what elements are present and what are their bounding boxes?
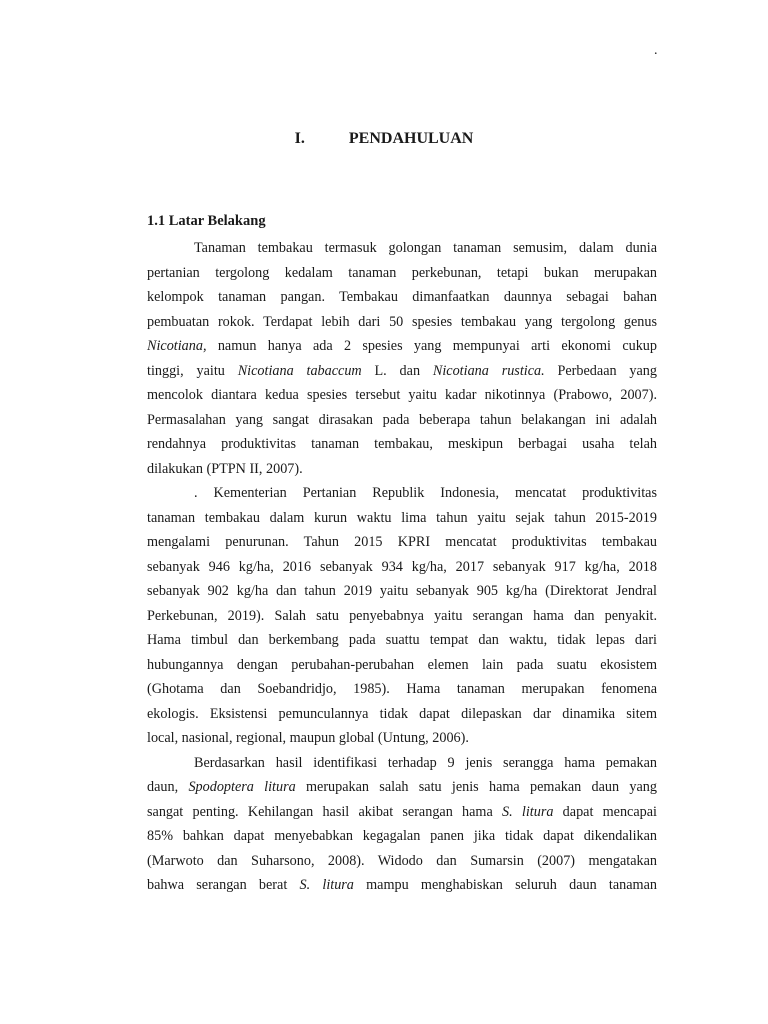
species-name: S. litura — [502, 803, 554, 820]
page-corner-mark: . — [654, 43, 658, 58]
species-name: Nicotiana tabaccum — [237, 362, 362, 379]
paragraph-2-line-11: local, nasional, regional, maupun global (Untung, 2006). — [147, 730, 469, 746]
section-heading: 1.1 Latar Belakang — [147, 213, 266, 229]
paragraph-3-line-3: sangat penting. Kehilangan hasil akibat serangan hama S. litura dapat mencapai — [147, 803, 657, 820]
paragraph-2-line-5: sebanyak 902 kg/ha dan tahun 2019 yaitu sebanyak 905 kg/ha (Direktorat Jendral — [147, 583, 657, 599]
paragraph-3-line-2: daun, Spodoptera litura merupakan salah satu jenis hama pemakan daun yang — [147, 779, 657, 795]
paragraph-2-line-6: Perkebunan, 2019). Salah satu penyebabnya yaitu serangan hama dan penyakit. — [147, 607, 657, 624]
paragraph-1-line-2: pertanian tergolong kedalam tanaman perkebunan, tetapi bukan merupakan — [147, 264, 657, 281]
paragraph-3-line-4: 85% bahkan dapat menyebabkan kegagalan panen jika tidak dapat dikendalikan — [147, 828, 657, 844]
chapter-name: PENDAHULUAN — [348, 130, 474, 147]
paragraph-3-line-1: Berdasarkan hasil identifikasi terhadap 9 jenis serangga hama pemakan — [194, 754, 657, 771]
paragraph-3-line-6: bahwa serangan berat S. litura mampu menghabiskan seluruh daun tanaman — [147, 877, 657, 893]
paragraph-3-line-5: (Marwoto dan Suharsono, 2008). Widodo dan Sumarsin (2007) mengatakan — [147, 852, 657, 869]
paragraph-2-line-3: mengalami penurunan. Tahun 2015 KPRI mencatat produktivitas tembakau — [147, 534, 657, 550]
paragraph-1-line-7: mencolok diantara kedua spesies tersebut yaitu kadar nikotinnya (Prabowo, 2007). — [147, 387, 657, 403]
paragraph-1-line-10: dilakukan (PTPN II, 2007). — [147, 460, 303, 477]
paragraph-2-line-7: Hama timbul dan berkembang pada suattu tempat dan waktu, tidak lepas dari — [147, 632, 657, 648]
paragraph-2-line-10: ekologis. Eksistensi pemunculannya tidak dapat dilepaskan dar dinamika sitem — [147, 705, 657, 722]
paragraph-2-line-8: hubungannya dengan perubahan-perubahan elemen lain pada suatu ekosistem — [147, 656, 657, 673]
body-text — [147, 236, 657, 898]
species-name: S. litura — [299, 877, 354, 893]
paragraph-2-line-9: (Ghotama dan Soebandridjo, 1985). Hama tanaman merupakan fenomena — [147, 681, 657, 697]
species-name: Spodoptera litura — [188, 779, 296, 795]
chapter-title — [0, 127, 768, 151]
paragraph-1-line-9: rendahnya produktivitas tanaman tembakau, meskipun berbagai usaha telah — [147, 436, 657, 452]
paragraph-2-line-4: sebanyak 946 kg/ha, 2016 sebanyak 934 kg/ha, 2017 sebanyak 917 kg/ha, 2018 — [147, 558, 657, 575]
paragraph-1-line-8: Permasalahan yang sangat dirasakan pada beberapa tahun belakangan ini adalah — [147, 411, 657, 428]
paragraph-1-line-5: Nicotiana, namun hanya ada 2 spesies yang mempunyai arti ekonomi cukup — [147, 338, 657, 354]
paragraph-2-line-2: tanaman tembakau dalam kurun waktu lima tahun yaitu sejak tahun 2015-2019 — [147, 509, 657, 526]
paragraph-1-line-3: kelompok tanaman pangan. Tembakau dimanfaatkan daunnya sebagai bahan — [147, 289, 657, 305]
species-name: Nicotiana rustica. — [432, 362, 545, 379]
paragraph-1-line-6: tinggi, yaitu Nicotiana tabaccum L. dan Nicotiana rustica. Perbedaan yang — [147, 362, 657, 379]
paragraph-1-line-4: pembuatan rokok. Terdapat lebih dari 50 spesies tembakau yang tergolong genus — [147, 313, 657, 330]
paragraph-2-line-1: . Kementerian Pertanian Republik Indonesia, mencatat produktivitas — [194, 485, 657, 501]
genus-name: Nicotiana, — [147, 338, 207, 354]
paragraph-1-line-1: Tanaman tembakau termasuk golongan tanaman semusim, dalam dunia — [194, 240, 657, 256]
chapter-number: I. — [294, 130, 305, 147]
